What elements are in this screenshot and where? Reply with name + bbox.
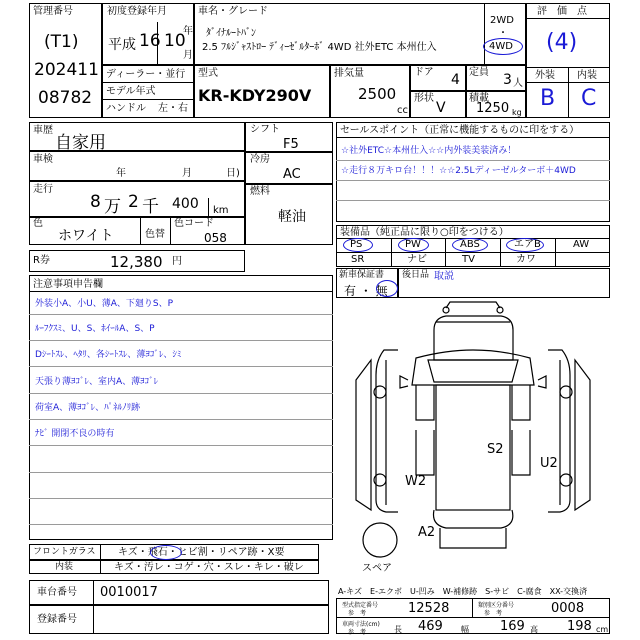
exterior-grade: B — [540, 86, 556, 111]
equipment-col-2 — [445, 238, 446, 267]
management-number-label: 管理番号 — [33, 6, 73, 17]
registration-label: 初度登録年月 — [107, 6, 167, 17]
registration-era: 平成 — [108, 37, 136, 53]
shaken-box — [29, 151, 245, 181]
capacity-label: 定員 — [469, 67, 489, 78]
grade-divider-4 — [526, 82, 610, 83]
front-glass-label: フロントガラス — [33, 547, 96, 557]
recycle-label: R券 — [33, 255, 50, 266]
equipment-col-1 — [391, 238, 392, 267]
notes-label: 注意事項申告欄 — [33, 279, 103, 290]
chassis-label: 車台番号 — [37, 587, 77, 598]
management-number-line2: 202411 — [34, 60, 99, 80]
rui-label: 類別区分番号 — [478, 602, 515, 609]
note-line-2: ﾙｰﾌｸｽﾐ、U、S、ﾎｲｰﾙA、S、P — [35, 324, 155, 334]
sales-rule-3 — [336, 200, 610, 201]
drive-dot: ・ — [498, 28, 508, 39]
management-number-line1: (T1) — [44, 32, 79, 52]
model-value: KR-KDY290V — [198, 86, 312, 105]
size-height: 198 — [567, 619, 592, 634]
spare-tire-label: スペア — [362, 563, 392, 574]
drive-4wd: 4WD — [489, 41, 513, 52]
recycle-value: 12,380 — [110, 253, 163, 271]
interior-grade-label: 内装 — [577, 70, 597, 81]
equip-navi: ナビ — [407, 254, 427, 265]
usage-label: 車歴 — [33, 125, 53, 136]
mileage-divider — [208, 198, 209, 217]
displacement-value: 2500 — [358, 85, 397, 103]
warranty-value: 有 ・ 無 — [344, 284, 388, 298]
sales-rule-2 — [336, 180, 610, 181]
shape-label: 形状 — [414, 93, 434, 104]
ac-value: AC — [283, 167, 301, 182]
notes-rule-2 — [29, 340, 333, 341]
front-glass-value: キズ・飛石・ヒビ割・リペア跡・X要 — [118, 547, 285, 558]
grade-divider-3 — [568, 67, 569, 118]
handle-lr: 左・右 — [158, 103, 188, 114]
equip-abs: ABS — [460, 239, 480, 250]
notes-rule-0 — [29, 291, 333, 292]
note-line-3: Dｼｰﾄｽﾚ、ﾍﾀﾘ、各ｼｰﾄｽﾚ、薄ﾖｺﾞﾚ、ｼﾐ — [35, 350, 182, 360]
color-divider-2 — [170, 217, 171, 245]
codes-col — [472, 598, 473, 617]
exterior-label: 外装 — [535, 70, 555, 81]
registration-year: 16 — [139, 31, 161, 51]
displacement-unit: cc — [397, 105, 408, 116]
displacement-label: 排気量 — [334, 68, 364, 79]
load-label: 積載 — [469, 93, 489, 104]
dealer-divider-2 — [102, 99, 194, 100]
note-line-4: 天張り薄ﾖｺﾞﾚ、室内A、薄ﾖｺﾞﾚ — [35, 377, 159, 387]
notes-rule-8 — [29, 498, 333, 499]
size-cm-unit: cm — [596, 625, 609, 634]
color-code: 058 — [204, 231, 227, 245]
fuel-value: 軽油 — [278, 209, 306, 225]
usage-value: 自家用 — [55, 133, 106, 153]
capacity-unit: 人 — [513, 78, 523, 89]
model-label: 型式 — [198, 68, 218, 79]
recycle-unit: 円 — [172, 256, 182, 267]
load-unit: kg — [512, 108, 522, 117]
note-line-1: 外装小A、小U、薄A、下廻りS、P — [35, 299, 174, 309]
equip-aw: AW — [573, 239, 590, 250]
size-length-unit: 長 — [394, 625, 402, 634]
car-name-line2: 2.5 ﾌﾙｼﾞｬｽﾄﾛｰ ﾃﾞｨｰｾﾞﾙﾀｰﾎﾞ 4WD 社外ETC 本州仕入 — [202, 42, 437, 53]
mileage-sen: 2 — [128, 192, 139, 212]
notes-rule-6 — [29, 445, 333, 446]
shaken-month: 月 — [182, 168, 192, 179]
sales-line2: ☆走行８万キロ台！！！☆☆2.5Lディーゼルターボ＋4WD — [341, 166, 576, 176]
note-line-6: ﾅﾋﾞ 開閉不良の時有 — [35, 429, 115, 439]
size-height-unit: 高 — [530, 625, 538, 634]
equip-sr: SR — [351, 254, 365, 265]
chassis-value: 0010017 — [100, 585, 158, 600]
equip-leather: カワ — [516, 254, 536, 265]
rui-sub: 参 考 — [484, 610, 503, 617]
shaken-label: 車検 — [33, 154, 53, 165]
damage-legend: A-キズ E-エクボ U-凹み W-補修跡 S-サビ C-腐食 XX-交換済 — [338, 587, 588, 596]
shape-value: V — [436, 100, 446, 116]
later-items-value: 取説 — [434, 271, 454, 282]
size-width: 169 — [500, 619, 525, 634]
equip-tv: TV — [462, 254, 475, 265]
equip-ps: PS — [350, 239, 363, 250]
interior-value: キズ・汚レ・コゲ・穴・スレ・キレ・破レ — [114, 562, 304, 573]
grade-value: (4) — [546, 30, 578, 55]
mileage-man-unit: 万 — [104, 197, 121, 217]
sales-rule-1 — [336, 160, 610, 161]
notes-rule-7 — [29, 472, 333, 473]
grade-label: 評 価 点 — [537, 6, 587, 17]
notes-rule-9 — [29, 524, 333, 525]
size-label: 車両寸法(cm) — [342, 621, 380, 628]
doors-label: ドア — [414, 67, 434, 78]
equip-pw: PW — [405, 239, 421, 250]
dealer-divider-1 — [102, 82, 194, 83]
size-sub: 参 考 — [348, 629, 367, 636]
interior-label: 内装 — [55, 562, 74, 572]
color-value: ホワイト — [58, 228, 114, 244]
fuel-label: 燃料 — [250, 186, 270, 197]
notes-rule-3 — [29, 366, 333, 367]
damage-u2: U2 — [540, 456, 558, 471]
ac-label: 冷房 — [250, 154, 270, 165]
kata-label: 型式指定番号 — [342, 602, 379, 609]
model-year-label: モデル年式 — [106, 86, 156, 97]
doors-value: 4 — [451, 72, 460, 88]
registration-month-unit: 月 — [183, 50, 193, 61]
registration-month: 10 — [164, 31, 186, 51]
dealer-label: ディーラー・並行 — [106, 69, 186, 80]
drive-divider — [484, 3, 485, 65]
interior-grade: C — [581, 86, 597, 111]
sales-label: セールスポイント（正常に機能するものに印をする） — [340, 125, 580, 136]
codes-divider — [336, 617, 610, 618]
equipment-col-3 — [500, 238, 501, 267]
registration-year-unit: 年 — [183, 26, 193, 37]
later-items-box — [398, 268, 610, 298]
car-name-label: 車名・グレード — [198, 6, 268, 17]
management-number-line3: 08782 — [38, 88, 93, 108]
car-damage-diagram — [336, 300, 610, 580]
later-items-label: 後日品 — [402, 270, 430, 280]
regno-label: 登録番号 — [37, 614, 77, 625]
warranty-label: 新車保証書 — [339, 270, 385, 280]
shaken-year: 年 — [116, 168, 126, 179]
color-change-label: 色替 — [145, 229, 165, 240]
damage-w2: W2 — [405, 474, 427, 489]
equipment-label: 装備品（純正品に限り○印をつける） — [340, 227, 509, 238]
registration-divider — [157, 22, 158, 65]
damage-s2: S2 — [487, 442, 504, 457]
equip-airbag: エアB — [514, 239, 541, 250]
shaken-day: 日) — [226, 168, 240, 179]
color-code-label: 色コード — [174, 218, 214, 229]
drive-2wd: 2WD — [490, 15, 514, 26]
load-value: 1250 — [476, 101, 510, 116]
shift-value: F5 — [283, 137, 299, 152]
notes-rule-4 — [29, 393, 333, 394]
shift-label: シフト — [250, 124, 280, 135]
notes-rule-1 — [29, 314, 333, 315]
warranty-none-circle — [376, 280, 398, 297]
capacity-value: 3 — [503, 72, 512, 88]
damage-a2: A2 — [418, 525, 436, 540]
handle-label: ハンドル — [106, 103, 146, 114]
color-divider-1 — [140, 217, 141, 245]
size-width-unit: 幅 — [461, 625, 469, 634]
note-line-5: 荷室A、薄ﾖｺﾞﾚ、ﾊﾟﾈﾙﾉﾘ跡 — [35, 403, 141, 413]
equipment-col-4 — [555, 238, 556, 267]
mileage-label: 走行 — [33, 184, 53, 195]
car-name-line1: ﾀﾞｲﾅﾙｰﾄﾊﾞﾝ — [206, 28, 256, 39]
sales-line1: ☆社外ETC☆本州仕入☆☆内外装美装済み！ — [341, 146, 517, 156]
kata-sub: 参 考 — [348, 610, 367, 617]
size-length: 469 — [418, 619, 443, 634]
grade-divider-1 — [526, 18, 610, 19]
mileage-rest: 400 — [172, 196, 199, 212]
mileage-unit: km — [213, 205, 229, 216]
color-label: 色 — [33, 218, 43, 229]
mileage-sen-unit: 千 — [142, 197, 159, 217]
kata-value: 12528 — [408, 601, 450, 616]
equipment-divider-2 — [336, 252, 610, 253]
mileage-man: 8 — [90, 192, 101, 212]
front-glass-chip-circle — [150, 545, 182, 560]
notes-rule-5 — [29, 419, 333, 420]
rui-value: 0008 — [551, 601, 585, 616]
sales-divider — [336, 137, 610, 138]
